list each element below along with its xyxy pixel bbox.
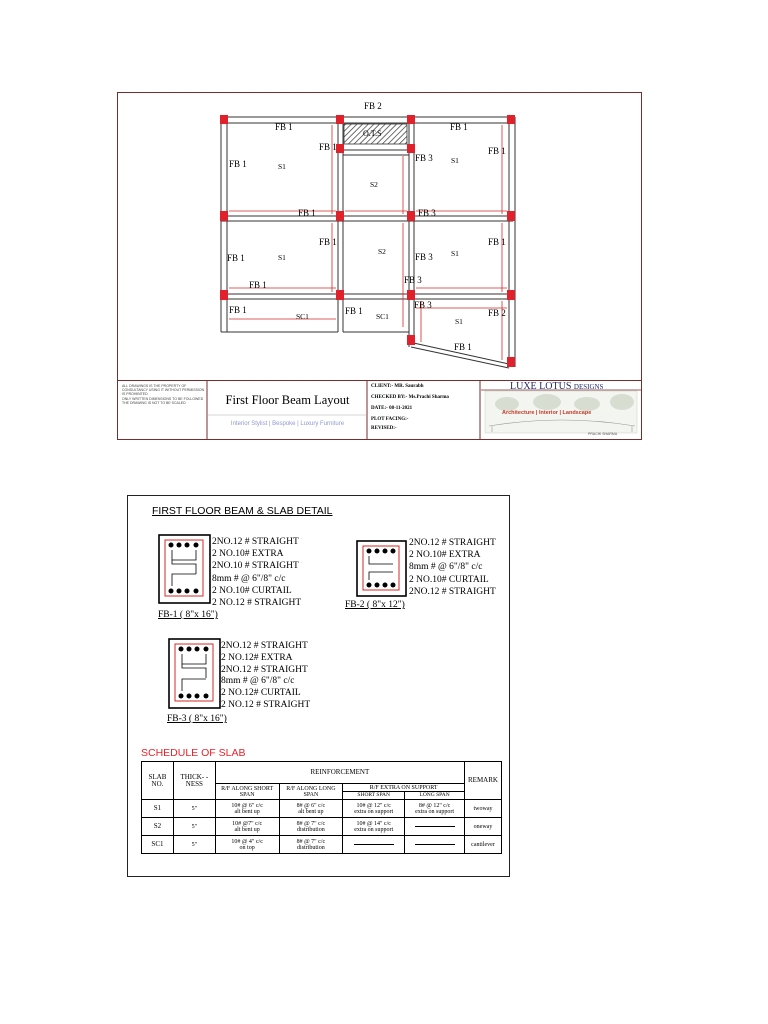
slab-schedule-table	[141, 761, 502, 854]
blank-dash	[415, 844, 455, 845]
fb1-bar-line: 2NO.10 # STRAIGHT	[212, 561, 299, 572]
beam-label: FB 1	[454, 342, 472, 352]
fb3-bar-line: 2 NO.12# EXTRA	[221, 652, 293, 663]
cell-extra-short	[343, 800, 405, 818]
blank-dash	[354, 844, 394, 845]
fb2-bar-line: 2 NO.10# EXTRA	[409, 550, 481, 561]
slab-label: S1	[278, 253, 286, 262]
cell-slab: S1	[142, 800, 174, 818]
fb3-section-sketch	[168, 638, 223, 711]
cell-remark: twoway	[465, 800, 502, 818]
cell-short-span	[215, 818, 279, 836]
cell-extra-long	[405, 818, 465, 836]
beam-label: FB 2	[364, 101, 382, 111]
fb1-bar-line: 2 NO.12 # STRAIGHT	[212, 598, 302, 609]
fb1-bar-line: 2NO.12 # STRAIGHT	[212, 537, 299, 547]
cell-slab: S2	[142, 818, 174, 836]
brand-logo	[510, 381, 603, 392]
cell-line: 10# @ 4" c/c	[231, 838, 263, 845]
header-extra-support: R/F EXTRA ON SUPPORT	[343, 784, 465, 792]
cell-long-span	[279, 800, 343, 818]
date: DATE:- 08-11-2021	[371, 406, 413, 411]
cell-line: 8# @ 12" c/c	[418, 802, 451, 809]
beam-label: FB 1	[488, 146, 506, 156]
beam-label: FB 3	[415, 252, 433, 262]
fb2-bar-line: 2NO.12 # STRAIGHT	[409, 538, 496, 548]
fb1-bar-line: 8mm # @ 6"/8" c/c	[212, 573, 286, 584]
cell-long-span	[279, 818, 343, 836]
drawing-title: First Floor Beam Layout	[225, 393, 350, 407]
note-item: ALL DRAWINGS IS THE PROPERTY OF CONSULTANCY USING IT WITHOUT PERMISSION IS PROHIBITED	[122, 384, 205, 397]
cell-line: distribution	[297, 844, 325, 851]
project-info	[371, 384, 449, 435]
fb3-bar-line: 8mm # @ 6"/8" c/c	[221, 676, 295, 687]
cell-extra-long	[405, 800, 465, 818]
cell-line: alt bent up	[298, 808, 324, 815]
header-short-span: R/F ALONG SHORT SPAN	[215, 784, 279, 800]
beam-label: FB 2	[488, 308, 506, 318]
cell-line: 8# @ 7" c/c	[296, 820, 326, 827]
cell-thickness: 5"	[173, 800, 215, 818]
beam-label: FB 1	[229, 159, 247, 169]
header-extra-long: LONG SPAN	[405, 792, 465, 800]
note-item: ONLY WRITTEN DIMENSIONS TO BE FOLLOWED	[122, 396, 204, 401]
table-row	[142, 800, 502, 818]
cell-line: on top	[239, 844, 255, 851]
fb3-bar-line: 2 NO.12 # STRAIGHT	[221, 699, 311, 710]
cell-extra-short	[343, 818, 405, 836]
beam-label: FB 1	[319, 142, 337, 152]
plot-facing: PLOT FACING:-	[371, 417, 409, 422]
fb1-bar-line: 2 NO.10# CURTAIL	[212, 585, 292, 596]
header-thickness: THICK- -NESS	[173, 762, 215, 800]
slab-label: S1	[455, 317, 463, 326]
fb3-caption: FB-3 ( 8"x 16")	[167, 714, 227, 724]
beam-label: FB 1	[275, 122, 293, 132]
fb3-bar-line: 2NO.12 # STRAIGHT	[221, 664, 308, 675]
tagline: Interior Stylist | Bespoke | Luxury Furniture	[230, 421, 345, 427]
slab-label: S2	[378, 247, 386, 256]
header-reinforcement: REINFORCEMENT	[215, 762, 464, 784]
fb3-bar-line: 2 NO.12# CURTAIL	[221, 688, 301, 699]
slab-label: S1	[278, 162, 286, 171]
brand-suffix: DESIGNS	[573, 383, 604, 391]
cell-extra-long	[405, 836, 465, 854]
brand-name: LUXE LOTUS	[510, 381, 572, 392]
checked-by: CHECKED BY:- Ms.Prachi Sharma	[371, 395, 449, 400]
cell-line: extra on support	[354, 808, 394, 815]
beam-label: FB 1	[450, 122, 468, 132]
fb2-bar-list	[409, 537, 496, 598]
beam-label: FB 1	[249, 280, 267, 290]
cell-thickness: 5"	[173, 836, 215, 854]
beam-label: FB 1	[298, 208, 316, 218]
cell-extra-short	[343, 836, 405, 854]
beam-label: FB 1	[488, 237, 506, 247]
fb2-bar-line: 2 NO.10# CURTAIL	[409, 574, 489, 585]
beam-label: FB 1	[319, 237, 337, 247]
cell-line: extra on support	[415, 808, 455, 815]
cell-line: 10# @ 6" c/c	[231, 802, 263, 809]
header-extra-short: SHORT SPAN	[343, 792, 405, 800]
cell-line: extra on support	[354, 826, 394, 833]
beam-label: FB 3	[404, 275, 422, 285]
fb2-caption: FB-2 ( 8"x 12")	[345, 600, 405, 610]
beam-label: FB 1	[345, 306, 363, 316]
cell-short-span	[215, 800, 279, 818]
cell-remark: oneway	[465, 818, 502, 836]
header-remark: REMARK	[465, 762, 502, 800]
fb2-section-sketch	[356, 540, 408, 598]
cell-line: alt bent up	[234, 808, 260, 815]
slab-label: S2	[370, 180, 378, 189]
beam-label: FB 1	[229, 305, 247, 315]
header-long-span: R/F ALONG LONG SPAN	[279, 784, 343, 800]
fb1-bar-list	[212, 536, 301, 609]
revised: REVISED:-	[371, 426, 397, 431]
detail-heading: FIRST FLOOR BEAM & SLAB DETAIL	[152, 505, 333, 517]
blank-dash	[415, 826, 455, 827]
beam-label: FB 3	[414, 300, 432, 310]
schedule-heading: SCHEDULE OF SLAB	[141, 747, 246, 759]
cell-line: 10# @ 14" c/c	[356, 820, 391, 827]
brand-contact: PRACHI SHARMA	[588, 432, 618, 436]
fb3-bar-list	[221, 641, 310, 712]
fb1-section-sketch	[158, 534, 213, 607]
beam-label: FB 3	[418, 208, 436, 218]
fb2-bar-line: 8mm # @ 6"/8" c/c	[409, 562, 483, 573]
beam-label: FB 3	[415, 153, 433, 163]
fb2-bar-line: 2NO.12 # STRAIGHT	[409, 586, 496, 597]
table-row	[142, 818, 502, 836]
table-row	[142, 836, 502, 854]
cell-short-span	[215, 836, 279, 854]
header-slab-no: SLAB NO.	[142, 762, 174, 800]
slab-label: S1	[451, 249, 459, 258]
slab-label: SC1	[376, 312, 389, 321]
cell-line: 8# @ 7" c/c	[296, 838, 326, 845]
slab-label: S1	[451, 156, 459, 165]
cell-remark: cantilever	[465, 836, 502, 854]
cell-line: 8# @ 6" c/c	[296, 802, 326, 809]
cell-thickness: 5"	[173, 818, 215, 836]
cell-long-span	[279, 836, 343, 854]
beam-label: FB 1	[227, 253, 245, 263]
drawing-notes	[122, 384, 206, 405]
cell-line: alt bent up	[234, 826, 260, 833]
client: CLIENT:- MR. Saurabh	[371, 384, 424, 389]
ots-label: O.T.S	[363, 129, 382, 138]
cell-line: 10# @ 12" c/c	[356, 802, 391, 809]
fb1-bar-line: 2 NO.10# EXTRA	[212, 549, 284, 560]
fb3-bar-line: 2NO.12 # STRAIGHT	[221, 641, 308, 651]
slab-label: SC1	[296, 312, 309, 321]
fb1-caption: FB-1 ( 8"x 16")	[158, 610, 218, 620]
note-item: THE DRAWING IS NOT TO BE SCALED	[122, 400, 186, 405]
cell-line: distribution	[297, 826, 325, 833]
brand-services: Architecture | Interior | Landscape	[502, 410, 592, 416]
cell-line: 10# @7" c/c	[232, 820, 263, 827]
cell-slab: SC1	[142, 836, 174, 854]
